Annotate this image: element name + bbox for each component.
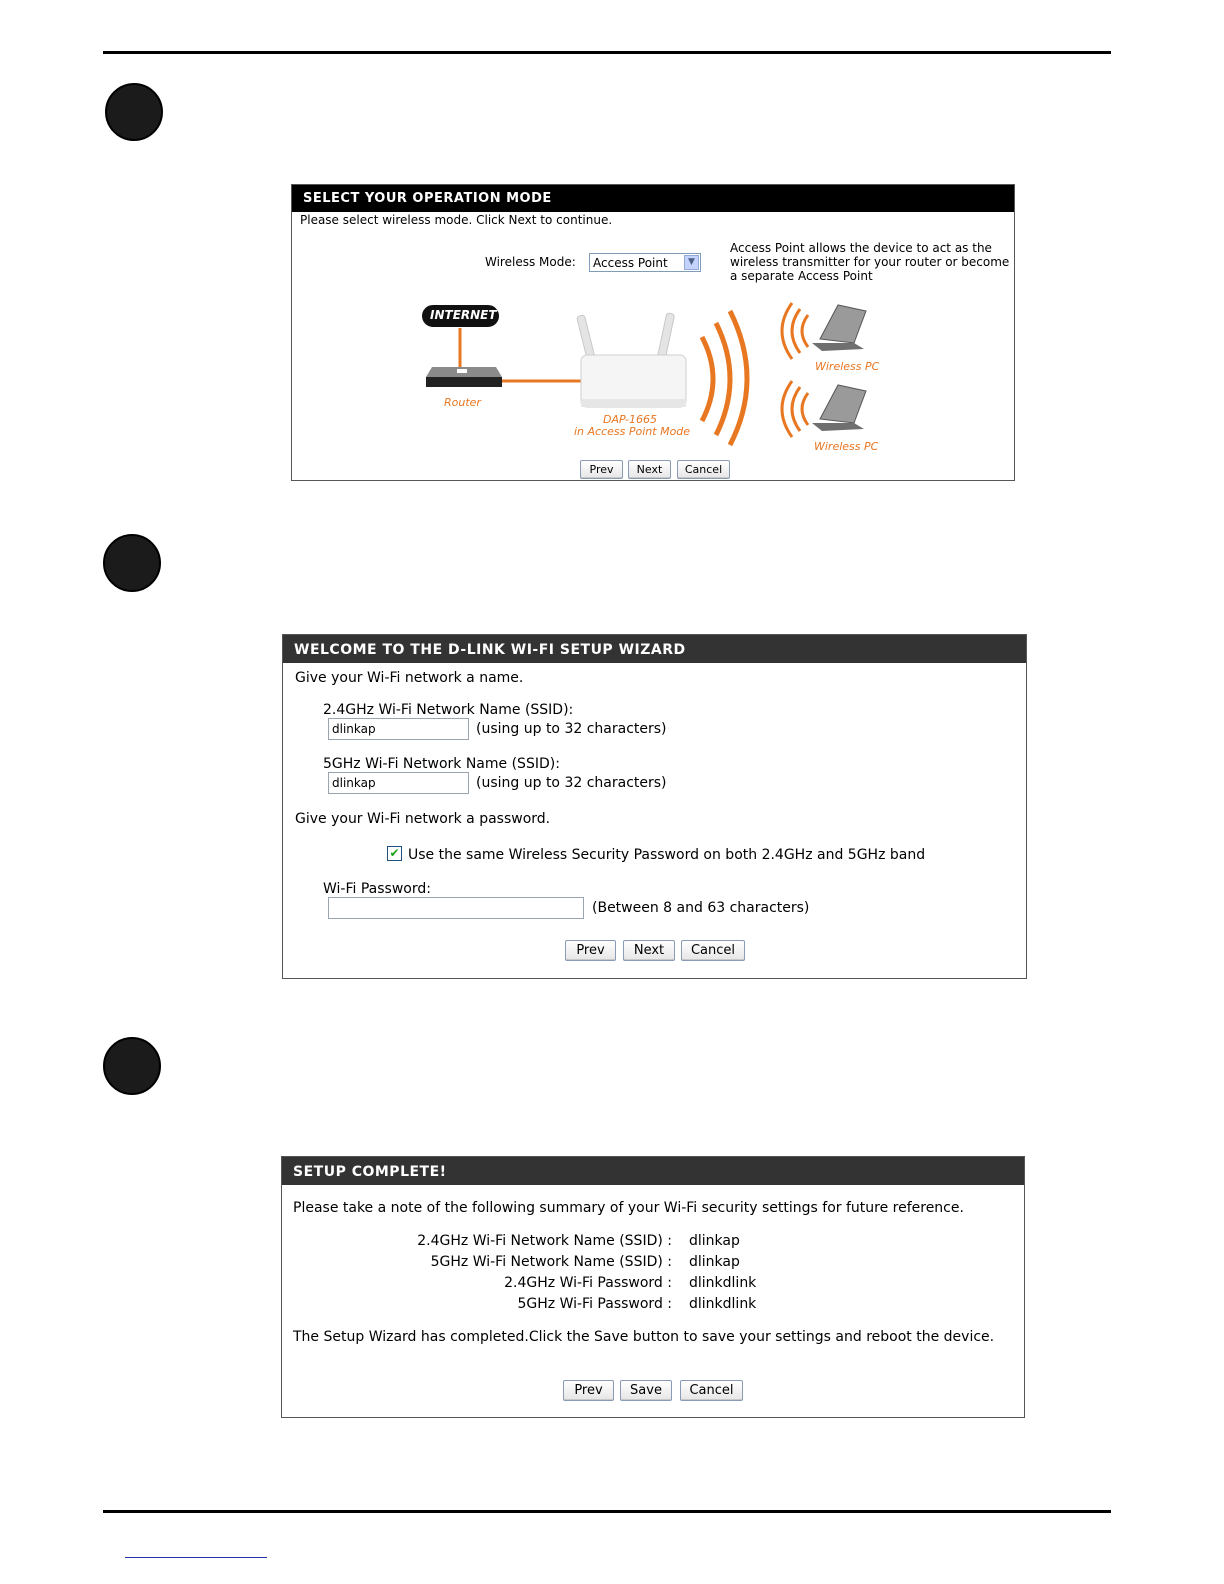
ssid-24-hint: (using up to 32 characters)	[476, 721, 667, 737]
client-signal-icon	[782, 303, 808, 359]
laptop-icon	[812, 305, 866, 351]
summary-intro: Please take a note of the following summary of your Wi-Fi security settings for future reference.	[293, 1200, 964, 1216]
ssid-24-input[interactable]: dlinkap	[328, 718, 469, 740]
wireless-mode-value: Access Point	[593, 256, 668, 270]
description-line: a separate Access Point	[730, 269, 873, 283]
ssid-5-label: 5GHz Wi-Fi Network Name (SSID):	[323, 756, 560, 772]
next-button[interactable]: Next	[628, 460, 671, 479]
access-point-device-icon	[577, 313, 686, 407]
router-label: Router	[444, 396, 481, 409]
cancel-button[interactable]: Cancel	[680, 1380, 743, 1401]
summary-value: dlinkdlink	[689, 1296, 757, 1312]
description-line: Access Point allows the device to act as the	[730, 241, 992, 255]
ssid-24-label: 2.4GHz Wi-Fi Network Name (SSID):	[323, 702, 574, 718]
summary-label: 5GHz Wi-Fi Password :	[517, 1296, 672, 1312]
description-line: wireless transmitter for your router or become	[730, 255, 1010, 269]
password-hint: (Between 8 and 63 characters)	[592, 900, 810, 916]
cancel-button[interactable]: Cancel	[681, 940, 745, 961]
name-prompt: Give your Wi-Fi network a name.	[295, 670, 524, 686]
step-2-marker	[103, 534, 161, 592]
footer-link[interactable]	[125, 1557, 267, 1558]
save-button[interactable]: Save	[620, 1380, 672, 1401]
ssid-5-hint: (using up to 32 characters)	[476, 775, 667, 791]
summary-label: 5GHz Wi-Fi Network Name (SSID) :	[430, 1254, 672, 1270]
summary-label: 2.4GHz Wi-Fi Password :	[504, 1275, 672, 1291]
instruction-text: Please select wireless mode. Click Next to continue.	[300, 213, 613, 227]
completion-text: The Setup Wizard has completed.Click the Save button to save your settings and reboot the device.	[293, 1329, 995, 1345]
panel-header: SETUP COMPLETE!	[282, 1157, 1024, 1185]
summary-value: dlinkap	[689, 1254, 740, 1270]
client-signal-icon	[782, 381, 808, 437]
bottom-divider	[103, 1510, 1111, 1513]
password-label: Wi-Fi Password:	[323, 881, 431, 897]
internet-label: INTERNET	[430, 308, 497, 322]
prev-button[interactable]: Prev	[580, 460, 623, 479]
same-password-label: Use the same Wireless Security Password on both 2.4GHz and 5GHz band	[408, 847, 926, 863]
wireless-signal-icon	[702, 311, 747, 445]
step-1-marker	[105, 83, 163, 141]
panel-header: WELCOME TO THE D-LINK WI-FI SETUP WIZARD	[283, 635, 1026, 663]
cancel-button[interactable]: Cancel	[677, 460, 730, 479]
client-label: Wireless PC	[814, 440, 879, 453]
prev-button[interactable]: Prev	[565, 940, 616, 961]
ssid-5-input[interactable]: dlinkap	[328, 772, 469, 794]
setup-complete-panel	[281, 1156, 1025, 1418]
top-divider	[103, 51, 1111, 54]
wireless-mode-label: Wireless Mode:	[485, 255, 576, 269]
operation-mode-panel	[291, 184, 1015, 481]
password-prompt: Give your Wi-Fi network a password.	[295, 811, 551, 827]
summary-value: dlinkap	[689, 1233, 740, 1249]
router-icon	[426, 367, 502, 387]
same-password-checkbox[interactable]: ✔	[387, 846, 402, 861]
setup-wizard-panel	[282, 634, 1027, 979]
chevron-down-icon[interactable]: ▼	[684, 255, 699, 270]
panel-header: SELECT YOUR OPERATION MODE	[292, 185, 1014, 212]
laptop-icon	[812, 385, 866, 431]
summary-label: 2.4GHz Wi-Fi Network Name (SSID) :	[417, 1233, 672, 1249]
client-label: Wireless PC	[815, 360, 880, 373]
summary-value: dlinkdlink	[689, 1275, 757, 1291]
device-label: DAP-1665	[603, 413, 657, 426]
device-mode-label: in Access Point Mode	[574, 425, 691, 438]
prev-button[interactable]: Prev	[563, 1380, 614, 1401]
step-3-marker	[103, 1037, 161, 1095]
next-button[interactable]: Next	[623, 940, 675, 961]
password-input[interactable]	[328, 897, 584, 919]
